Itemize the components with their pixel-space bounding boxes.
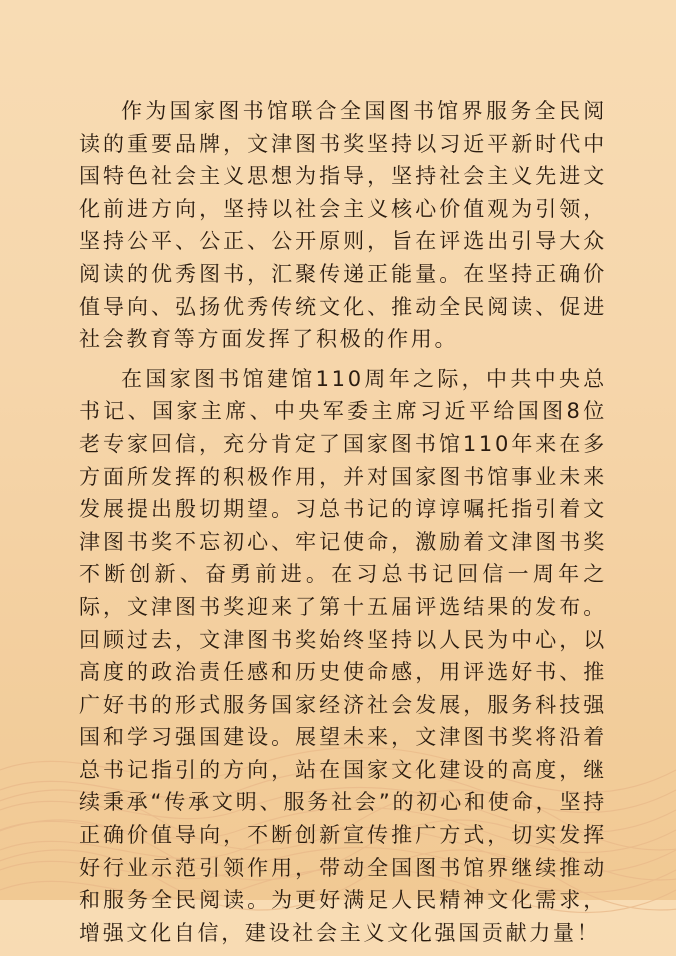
paragraph-2: 在国家图书馆建馆110周年之际，中共中央总书记、国家主席、中央军委主席习近平给国图8位老专家回信，充分肯定了国家图书馆110年来在多方面所发挥的积极作用，并对国家图书馆事业未来发展提出殷切期望。习总书记的谆谆嘱托指引着文津图书奖不忘初心、牢记使命，激励着文津图书奖不断创新、奋勇前进。在习总书记回信一周年之际，文津图书奖迎来了第十五届评选结果的发布。回顾过去，文津图书奖始终坚持以人民为中心，以高度的政治责任感和历史使命感，用评选好书、推广好书的形式服务国家经济社会发展，服务科技强国和学习强国建设。展望未来，文津图书奖将沿着总书记指引的方向，站在国家文化建设的高度，继续秉承“传承文明、服务社会”的初心和使命，坚持正确价值导向，不断创新宣传推广方式，切实发挥好行业示范引领作用，带动全国图书馆界继续推动和服务全民阅读。为更好满足人民精神文化需求，增强文化自信，建设社会主义文化强国贡献力量！ <box>79 366 607 945</box>
article-body <box>79 95 607 956</box>
paragraph-1: 作为国家图书馆联合全国图书馆界服务全民阅读的重要品牌，文津图书奖坚持以习近平新时代中国特色社会主义思想为指导，坚持社会主义先进文化前进方向，坚持以社会主义核心价值观为引领，坚持公平、公正、公开原则，旨在评选出引导大众阅读的优秀图书，汇聚传递正能量。在坚持正确价值导向、弘扬优秀传统文化、推动全民阅读、促进社会教育等方面发挥了积极的作用。 <box>79 99 607 352</box>
